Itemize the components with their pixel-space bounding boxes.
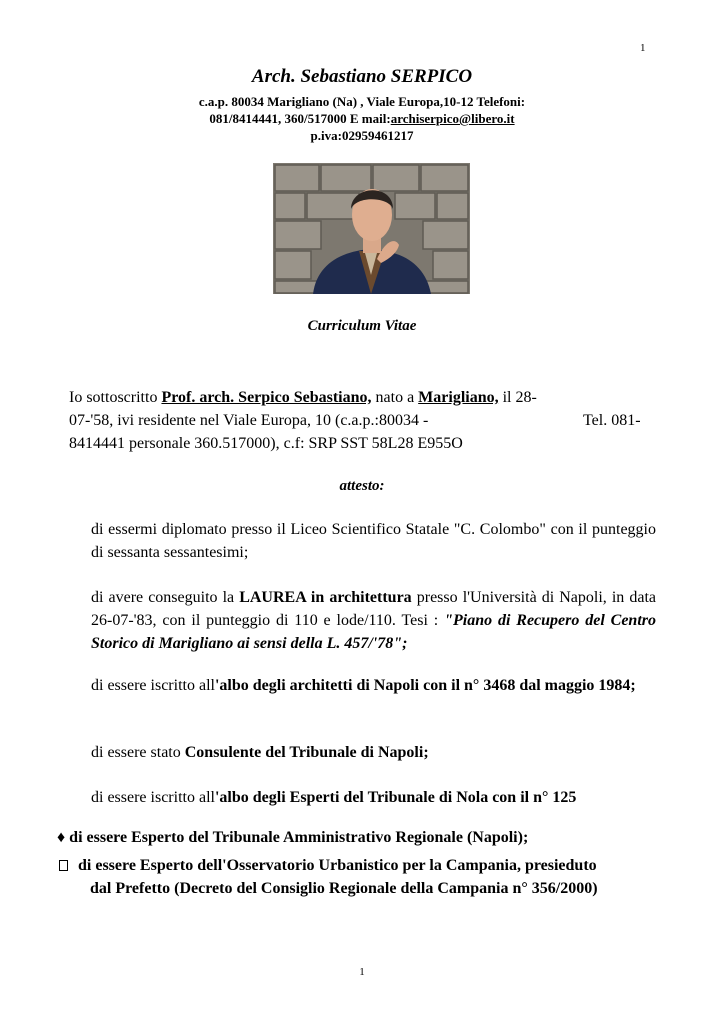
tar-expert-bullet [57, 826, 657, 849]
degree-text: presso l'Università di Napoli, in data 26-07-'83, con il punteggio di 110 e lode/110. Tesi : [91, 589, 656, 629]
email-link[interactable]: archiserpico@libero.it [390, 111, 515, 126]
intro-text: nato a [371, 389, 419, 406]
page-number-top: 1 [640, 42, 646, 54]
author-name: Arch. Sebastiano SERPICO [251, 66, 473, 87]
square-bullet-icon [59, 860, 68, 871]
intro-paragraph [69, 386, 659, 455]
court-consultant-paragraph [91, 741, 656, 764]
page-number-bottom: 1 [359, 966, 365, 978]
consultant-text: di essere stato [91, 744, 185, 761]
register-text: di essere iscritto all [91, 677, 215, 694]
tar-expert-text: di essere Esperto del Tribunale Amministrativo Regionale (Napoli); [69, 829, 529, 846]
intro-line-1 [69, 386, 659, 409]
observatory-expert-bullet [57, 854, 657, 900]
register-experts-paragraph [91, 786, 656, 809]
portrait-photo [273, 163, 470, 294]
register-details: 'albo degli architetti di Napoli con il n° 3468 dal maggio 1984; [214, 677, 636, 694]
vat-number: p.iva:02959461217 [310, 128, 414, 143]
degree-paragraph [91, 586, 656, 655]
degree-text: di avere conseguito la [91, 589, 240, 606]
intro-text: il 28- [498, 389, 537, 406]
experts-details: 'albo degli Esperti del Tribunale di Nola con il n° 125 [214, 789, 577, 806]
address-line-2 [0, 110, 724, 127]
thesis-title: "Piano di Recupero del Centro Storico di Marigliano ai sensi della L. 457/'78"; [91, 612, 657, 652]
attesto-heading: attesto: [339, 478, 385, 494]
address-line-1: c.a.p. 80034 Marigliano (Na) , Viale Europa,10-12 Telefoni: [198, 94, 526, 109]
intro-line-3: 8414441 personale 360.517000), c.f: SRP SST 58L28 E955O [69, 435, 463, 452]
consultant-details: Consulente del Tribunale di Napoli; [184, 744, 429, 761]
full-name: Prof. arch. Serpico Sebastiano, [161, 389, 372, 406]
degree-title: LAUREA in architettura [239, 589, 412, 606]
intro-text: 07-'58, ivi residente nel Viale Europa, 10 (c.a.p.:80034 - [69, 412, 429, 429]
register-architects-paragraph [91, 674, 656, 697]
intro-text: Io sottoscritto [69, 389, 162, 406]
document-title: Curriculum Vitae [307, 318, 417, 334]
diploma-paragraph: di essermi diplomato presso il Liceo Scientifico Statale "C. Colombo" con il punteggio di sessanta sessantesimi; [91, 521, 656, 561]
observatory-text-line-1: di essere Esperto dell'Osservatorio Urbanistico per la Campania, presieduto [78, 857, 597, 874]
observatory-text-line-2: dal Prefetto (Decreto del Consiglio Regionale della Campania n° 356/2000) [90, 880, 598, 897]
phone-numbers: 081/8414441, 360/517000 E mail: [209, 111, 391, 126]
telephone-label: Tel. 081- [583, 412, 641, 429]
diamond-bullet-icon: ♦ [57, 829, 66, 846]
experts-text: di essere iscritto all [91, 789, 215, 806]
birthplace: Marigliano, [418, 389, 499, 406]
intro-line-2 [69, 409, 659, 432]
